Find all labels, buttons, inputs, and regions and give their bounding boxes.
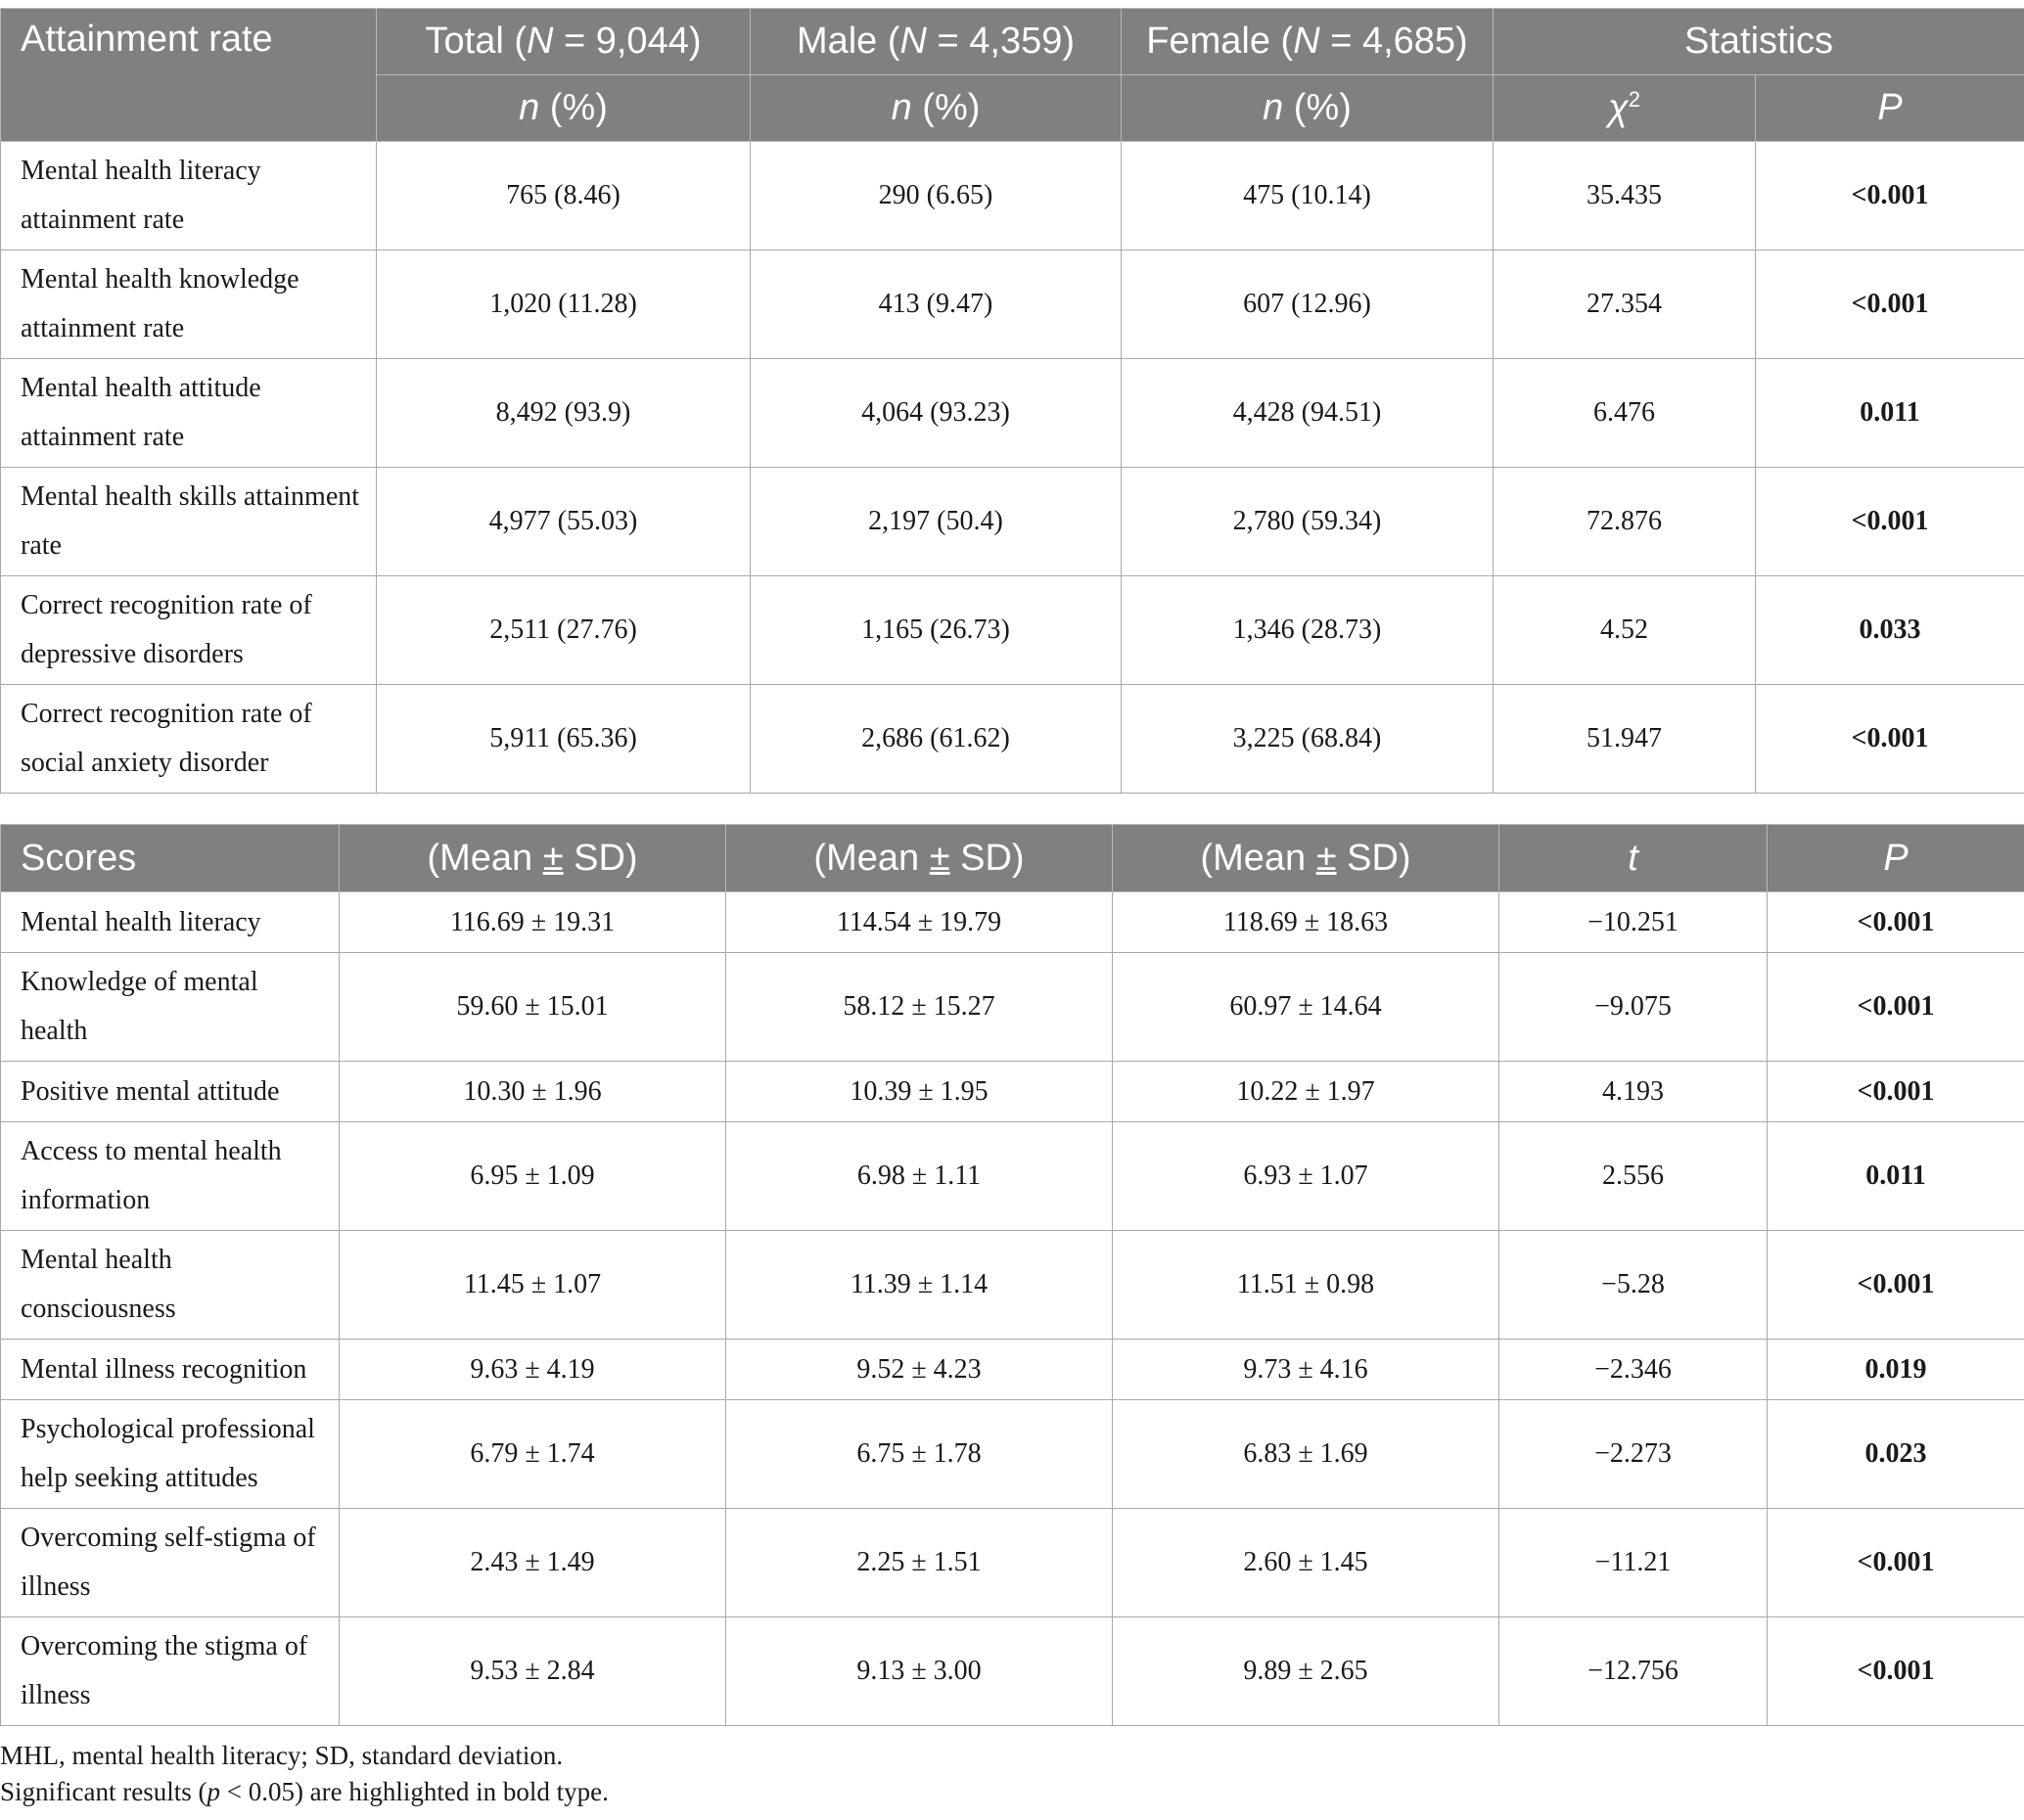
cell-female: 2,780 (59.34) (1122, 468, 1494, 576)
table-row (1, 1400, 2024, 1509)
cell-female: 10.22 ± 1.97 (1113, 1062, 1499, 1122)
row-label: Mental health consciousness (1, 1231, 340, 1340)
cell-p-value: <0.001 (1756, 142, 2024, 250)
table-row (1, 468, 2024, 576)
column-header-female: Female (N = 4,685) (1122, 9, 1494, 75)
attainment-rate-table (0, 8, 2024, 794)
column-header-p: P (1768, 825, 2024, 892)
cell-male: 2,686 (61.62) (751, 685, 1122, 794)
cell-total: 6.79 ± 1.74 (340, 1400, 726, 1509)
cell-male: 114.54 ± 19.79 (726, 892, 1113, 953)
cell-statistic: 4.52 (1494, 576, 1756, 685)
column-header-female-mean-sd: (Mean ± SD) (1113, 825, 1499, 892)
row-label: Positive mental attitude (1, 1062, 340, 1122)
table-row (1, 250, 2024, 359)
cell-p-value: 0.019 (1768, 1340, 2024, 1400)
cell-total: 765 (8.46) (377, 142, 751, 250)
cell-female: 6.83 ± 1.69 (1113, 1400, 1499, 1509)
cell-total: 4,977 (55.03) (377, 468, 751, 576)
cell-p-value: 0.011 (1768, 1122, 2024, 1231)
cell-male: 4,064 (93.23) (751, 359, 1122, 468)
cell-male: 9.13 ± 3.00 (726, 1617, 1113, 1726)
cell-male: 2,197 (50.4) (751, 468, 1122, 576)
cell-male: 9.52 ± 4.23 (726, 1340, 1113, 1400)
cell-p-value: <0.001 (1768, 953, 2024, 1062)
subheader-male-n-pct: n (%) (751, 75, 1122, 142)
table-row (1, 1617, 2024, 1726)
cell-female: 11.51 ± 0.98 (1113, 1231, 1499, 1340)
table-footnotes (0, 1738, 609, 1810)
subheader-total-n-pct: n (%) (377, 75, 751, 142)
table-row (1, 1062, 2024, 1122)
table-header-row (1, 9, 2024, 75)
cell-total: 2,511 (27.76) (377, 576, 751, 685)
cell-male: 11.39 ± 1.14 (726, 1231, 1113, 1340)
table-row (1, 892, 2024, 953)
column-header-statistics: Statistics (1494, 9, 2024, 75)
cell-female: 9.89 ± 2.65 (1113, 1617, 1499, 1726)
cell-total: 116.69 ± 19.31 (340, 892, 726, 953)
cell-statistic: 6.476 (1494, 359, 1756, 468)
cell-male: 413 (9.47) (751, 250, 1122, 359)
cell-total: 5,911 (65.36) (377, 685, 751, 794)
footnote-significance: Significant results (p < 0.05) are highlighted in bold type. (0, 1777, 609, 1806)
row-label: Psychological professional help seeking attitudes (1, 1400, 340, 1509)
cell-p-value: <0.001 (1756, 685, 2024, 794)
cell-statistic: 27.354 (1494, 250, 1756, 359)
cell-total: 1,020 (11.28) (377, 250, 751, 359)
cell-female: 475 (10.14) (1122, 142, 1494, 250)
cell-p-value: <0.001 (1768, 1509, 2024, 1617)
cell-statistic: 51.947 (1494, 685, 1756, 794)
cell-female: 4,428 (94.51) (1122, 359, 1494, 468)
footnote-abbreviations: MHL, mental health literacy; SD, standard deviation. (0, 1741, 564, 1770)
subheader-p-value: P (1756, 75, 2024, 142)
subheader-chi-square: $\chi^2$ (1494, 75, 1756, 142)
table-row (1, 1231, 2024, 1340)
table-row (1, 685, 2024, 794)
cell-statistic: −10.251 (1499, 892, 1768, 953)
cell-total: 59.60 ± 15.01 (340, 953, 726, 1062)
row-label: Mental health literacy (1, 892, 340, 953)
column-header-male: Male (N = 4,359) (751, 9, 1122, 75)
cell-statistic: 4.193 (1499, 1062, 1768, 1122)
row-label: Correct recognition rate of depressive disorders (1, 576, 377, 685)
table-row (1, 1340, 2024, 1400)
row-label: Mental health skills attainment rate (1, 468, 377, 576)
cell-male: 290 (6.65) (751, 142, 1122, 250)
cell-p-value: <0.001 (1768, 1231, 2024, 1340)
cell-female: 607 (12.96) (1122, 250, 1494, 359)
table-header-row (1, 825, 2024, 892)
cell-statistic: 35.435 (1494, 142, 1756, 250)
table-row (1, 1509, 2024, 1617)
scores-table (0, 824, 2024, 1726)
cell-female: 118.69 ± 18.63 (1113, 892, 1499, 953)
table-row (1, 359, 2024, 468)
cell-male: 2.25 ± 1.51 (726, 1509, 1113, 1617)
subheader-female-n-pct: n (%) (1122, 75, 1494, 142)
row-label: Overcoming self-stigma of illness (1, 1509, 340, 1617)
cell-female: 1,346 (28.73) (1122, 576, 1494, 685)
row-label: Mental illness recognition (1, 1340, 340, 1400)
column-header-attainment-rate: Attainment rate (1, 9, 377, 142)
row-label: Mental health attitude attainment rate (1, 359, 377, 468)
cell-statistic: −11.21 (1499, 1509, 1768, 1617)
cell-female: 60.97 ± 14.64 (1113, 953, 1499, 1062)
cell-female: 9.73 ± 4.16 (1113, 1340, 1499, 1400)
column-header-total-mean-sd: (Mean ± SD) (340, 825, 726, 892)
cell-total: 10.30 ± 1.96 (340, 1062, 726, 1122)
cell-p-value: <0.001 (1768, 1062, 2024, 1122)
column-header-t: t (1499, 825, 1768, 892)
cell-male: 10.39 ± 1.95 (726, 1062, 1113, 1122)
cell-statistic: 2.556 (1499, 1122, 1768, 1231)
cell-p-value: <0.001 (1768, 1617, 2024, 1726)
column-header-total: Total (N = 9,044) (377, 9, 751, 75)
cell-statistic: 72.876 (1494, 468, 1756, 576)
cell-total: 11.45 ± 1.07 (340, 1231, 726, 1340)
table-row (1, 1122, 2024, 1231)
row-label: Knowledge of mental health (1, 953, 340, 1062)
cell-total: 9.53 ± 2.84 (340, 1617, 726, 1726)
table-row (1, 576, 2024, 685)
cell-total: 9.63 ± 4.19 (340, 1340, 726, 1400)
cell-statistic: −9.075 (1499, 953, 1768, 1062)
cell-female: 6.93 ± 1.07 (1113, 1122, 1499, 1231)
cell-male: 58.12 ± 15.27 (726, 953, 1113, 1062)
cell-total: 2.43 ± 1.49 (340, 1509, 726, 1617)
cell-p-value: <0.001 (1756, 468, 2024, 576)
cell-statistic: −2.346 (1499, 1340, 1768, 1400)
row-label: Mental health knowledge attainment rate (1, 250, 377, 359)
row-label: Access to mental health information (1, 1122, 340, 1231)
cell-p-value: <0.001 (1756, 250, 2024, 359)
table-row (1, 142, 2024, 250)
cell-male: 1,165 (26.73) (751, 576, 1122, 685)
cell-p-value: 0.033 (1756, 576, 2024, 685)
cell-male: 6.98 ± 1.11 (726, 1122, 1113, 1231)
table-row (1, 953, 2024, 1062)
cell-p-value: <0.001 (1768, 892, 2024, 953)
cell-p-value: 0.023 (1768, 1400, 2024, 1509)
cell-statistic: −12.756 (1499, 1617, 1768, 1726)
row-label: Correct recognition rate of social anxiety disorder (1, 685, 377, 794)
cell-total: 8,492 (93.9) (377, 359, 751, 468)
cell-male: 6.75 ± 1.78 (726, 1400, 1113, 1509)
cell-statistic: −2.273 (1499, 1400, 1768, 1509)
cell-female: 2.60 ± 1.45 (1113, 1509, 1499, 1617)
column-header-male-mean-sd: (Mean ± SD) (726, 825, 1113, 892)
cell-total: 6.95 ± 1.09 (340, 1122, 726, 1231)
cell-p-value: 0.011 (1756, 359, 2024, 468)
cell-female: 3,225 (68.84) (1122, 685, 1494, 794)
row-label: Overcoming the stigma of illness (1, 1617, 340, 1726)
row-label: Mental health literacy attainment rate (1, 142, 377, 250)
column-header-scores: Scores (1, 825, 340, 892)
cell-statistic: −5.28 (1499, 1231, 1768, 1340)
